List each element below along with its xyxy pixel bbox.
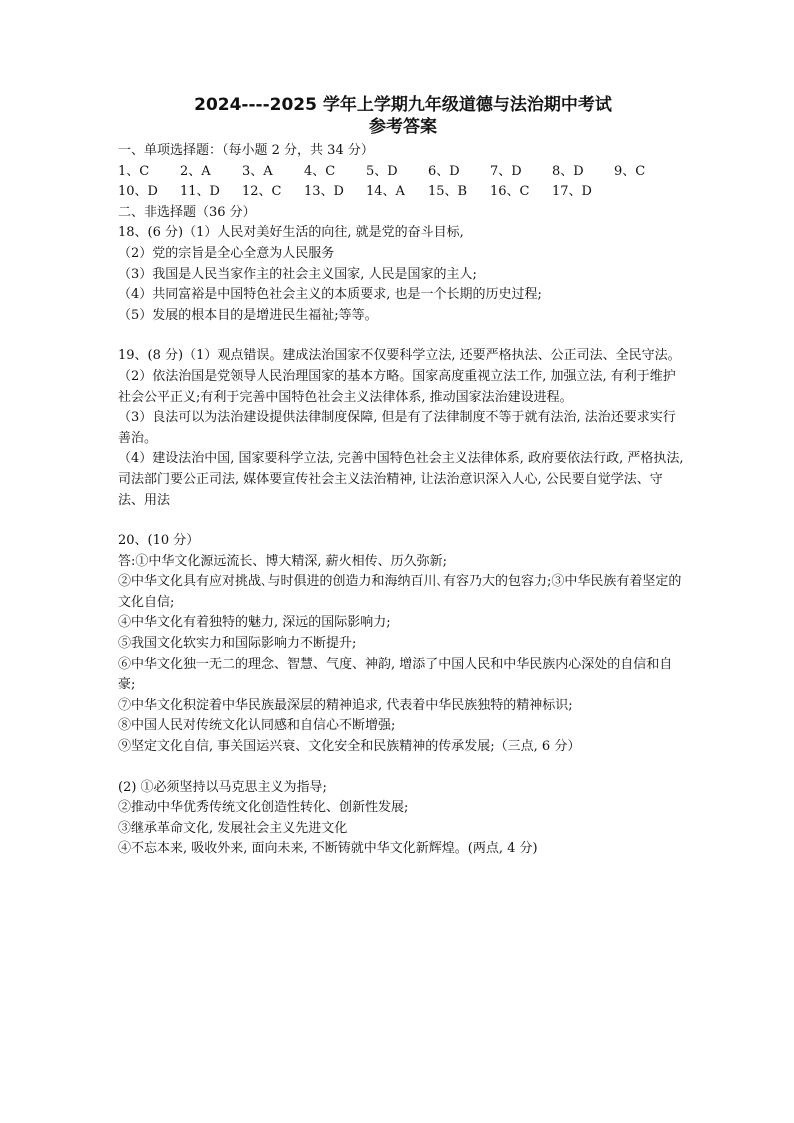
answer-paragraph: ④中华文化有着独特的魅力, 深远的国际影响力;	[118, 615, 391, 631]
answer-item: 3、A	[242, 163, 273, 179]
answer-paragraph: （2）依法治国是党领导人民治理国家的基本方略。国家高度重视立法工作, 加强立法, 有利于维护社会公平正义;有利于完善中国特色社会主义法律体系, 推动国家法治建设进程。	[118, 368, 676, 405]
answer-item: 5、D	[366, 163, 398, 179]
answer-item: 2、A	[180, 163, 211, 179]
answer-paragraph: ⑦中华文化积淀着中华民族最深层的精神追求, 代表着中华民族独特的精神标识;	[118, 697, 573, 713]
answer-paragraph: 19、(8 分)（1）观点错误。建成法治国家不仅要科学立法, 还要严格执法、公正司法、全民守法。	[118, 348, 681, 364]
page-subtitle: 参考答案	[369, 117, 437, 137]
answer-item: 7、D	[490, 163, 522, 179]
question-heading: 20、(10 分）	[118, 533, 200, 549]
answer-paragraph: （4）建设法治中国, 国家要科学立法, 完善中国特色社会主义法律体系, 政府要依法行政, 严格执法, 司法部门要公正司法, 媒体要宣传社会主义法治精神, 让法治意识深入人心, 公民要自觉学法、守法、用法	[118, 451, 684, 508]
answer-line: （2）党的宗旨是全心全意为人民服务	[118, 245, 335, 261]
question-20	[118, 531, 688, 860]
answer-paragraph: ②中华文化具有应对挑战､与时俱进的创造力和海纳百川､有容乃大的包容力;③中华民族有着坚定的文化自信;	[118, 574, 682, 610]
question-18	[118, 223, 688, 326]
answer-paragraph: (2) ①必须坚持以马克思主义为指导;	[118, 779, 327, 795]
answer-line: （5）发展的根本目的是增进民生福祉;等等。	[118, 307, 378, 323]
answer-item: 14、A	[366, 184, 405, 200]
answer-paragraph: ⑤我国文化软实力和国际影响力不断提升;	[118, 636, 357, 652]
answer-item: 1、C	[118, 163, 150, 179]
answer-paragraph: ②推动中华优秀传统文化创造性转化、创新性发展;	[118, 800, 409, 816]
answer-line: （4）共同富裕是中国特色社会主义的本质要求, 也是一个长期的历史过程;	[118, 287, 542, 303]
answer-item: 9、C	[614, 163, 646, 179]
answer-row-2	[118, 182, 688, 203]
answer-line: （3）我国是人民当家作主的社会主义国家, 人民是国家的主人;	[118, 266, 477, 282]
section-heading-multiple-choice: 一、单项选择题：（每小题 2 分，共 34 分）	[118, 143, 374, 158]
answer-item: 15、B	[428, 184, 468, 200]
answer-item: 10、D	[118, 184, 158, 200]
answer-item: 17、D	[552, 184, 592, 200]
answer-row-1	[118, 162, 688, 183]
answer-item: 16、C	[490, 184, 530, 200]
answer-paragraph: ⑥中华文化独一无二的理念、智慧、气度、神韵, 增添了中国人民和中华民族内心深处的自信和自豪;	[118, 656, 673, 693]
answer-item: 13、D	[304, 184, 344, 200]
answer-item: 8、D	[552, 163, 584, 179]
question-19	[118, 346, 688, 511]
answer-item: 6、D	[428, 163, 460, 179]
section-heading-non-choice: 二、非选择题（36 分）	[118, 204, 256, 220]
answer-paragraph: ④不忘本来, 吸收外来, 面向未来, 不断铸就中华文化新辉煌。(两点, 4 分)	[118, 841, 538, 857]
answer-item: 11、D	[180, 184, 220, 200]
answer-item: 4、C	[304, 163, 336, 179]
answer-paragraph: ⑨坚定文化自信, 事关国运兴衰、文化安全和民族精神的传承发展;（三点, 6 分）	[118, 739, 581, 755]
answer-paragraph: ⑧中国人民对传统文化认同感和自信心不断增强;	[118, 718, 396, 734]
page-title: 2024----2025 学年上学期九年级道德与法治期中考试	[194, 95, 612, 115]
answer-sheet	[118, 94, 688, 860]
answer-paragraph: （3）良法可以为法治建设提供法律制度保障, 但是有了法律制度不等于就有法治, 法治还要求实行善治。	[118, 410, 676, 446]
answer-line: 18、(6 分)（1）人民对美好生活的向往, 就是党的奋斗目标,	[118, 225, 464, 241]
answer-paragraph: 答:①中华文化源远流长、博大精深, 薪火相传、历久弥新;	[118, 553, 448, 569]
answer-paragraph: ③继承革命文化, 发展社会主义先进文化	[118, 820, 348, 836]
answer-item: 12、C	[242, 184, 282, 200]
